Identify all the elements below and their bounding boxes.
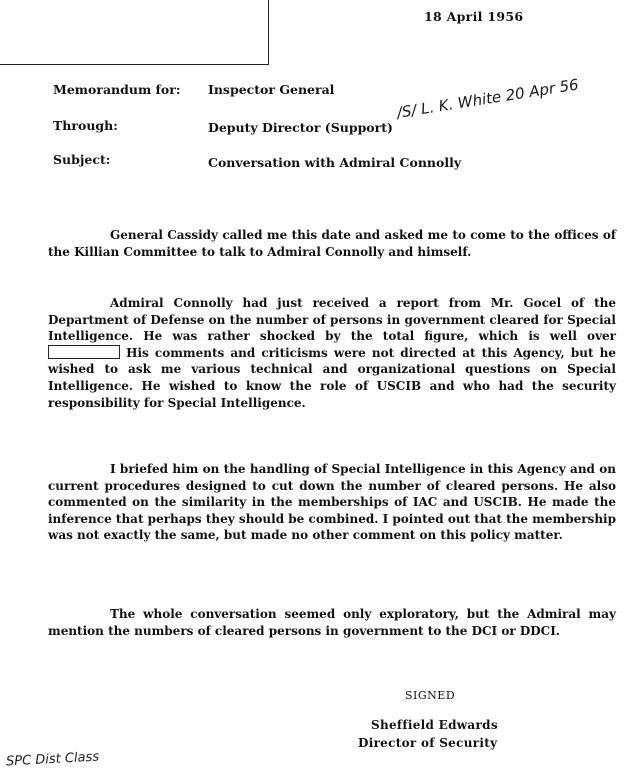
paragraph-2-text-b: His comments and criticisms were not directed at this Agency, but he wished to ask me various technical and organizational questions on Special Intelligence. He wished to know the role of USCIB and who had the security responsibility for Special Intelligence. — [48, 345, 616, 410]
paragraph-3: I briefed him on the handling of Special Intelligence in this Agency and on current procedures designed to cut down the number of cleared persons. He also commented on the similarity in the memberships of IAC and USCIB. He made the inference that perhaps they should be combined. I pointed out that the membership was not exactly the same, but made no other comment on this policy matter. — [48, 462, 616, 543]
through-value: Deputy Director (Support) — [208, 120, 393, 135]
subject-label: Subject: — [53, 152, 111, 167]
paragraph-1: General Cassidy called me this date and asked me to come to the offices of the Killian Committee to talk to Admiral Connolly and himself. — [48, 228, 616, 259]
memo-for-label: Memorandum for: — [53, 82, 181, 97]
paragraph-2-text-a: Admiral Connolly had just received a report from Mr. Gocel of the Department of Defense on the number of persons in government cleared for Special Intelligence. He was rather shocked by the total figure, which is well over — [48, 296, 616, 344]
memo-date: 18 April 1956 — [424, 9, 524, 24]
stamp-box — [0, 0, 269, 65]
redacted-figure — [48, 345, 120, 359]
through-label: Through: — [53, 118, 118, 133]
memo-for-value: Inspector General — [208, 82, 335, 97]
signature-name: Sheffield Edwards — [371, 718, 498, 732]
paragraph-4: The whole conversation seemed only exploratory, but the Admiral may mention the numbers of cleared persons in government to the DCI or DDCI. — [48, 607, 616, 638]
subject-value: Conversation with Admiral Connolly — [208, 155, 462, 170]
handwritten-note: SPC Dist Class — [5, 749, 100, 769]
handwritten-initials: /S/ L. K. White 20 Apr 56 — [395, 75, 580, 122]
signed-stamp: SIGNED — [405, 689, 456, 702]
signature-title: Director of Security — [358, 736, 498, 750]
paragraph-2 — [48, 295, 616, 411]
